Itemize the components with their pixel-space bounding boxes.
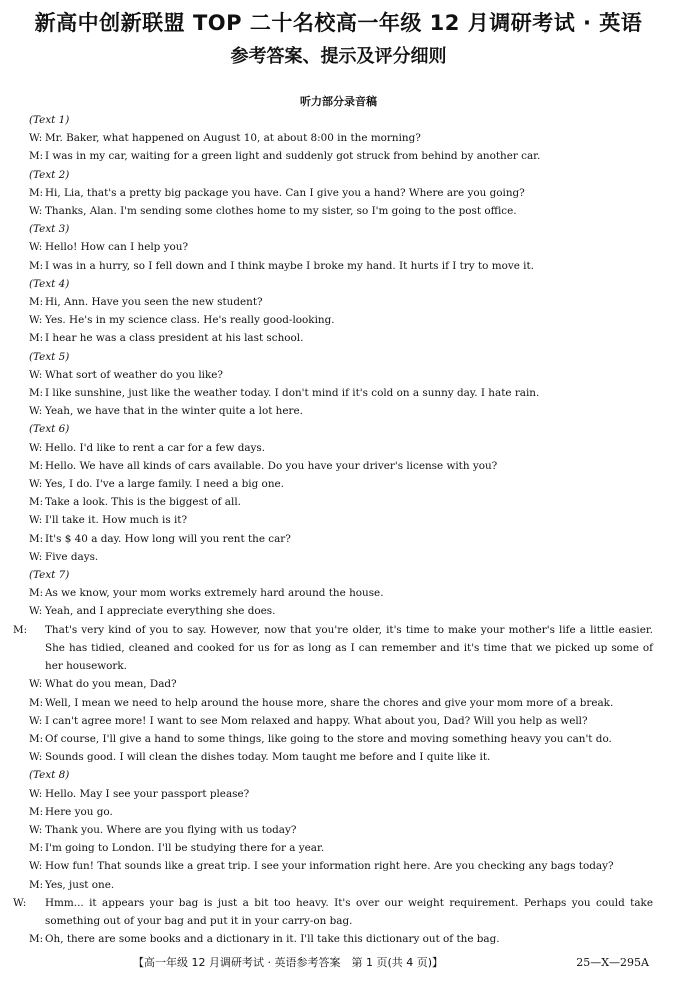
dialogue-line [29, 694, 653, 712]
dialogue-line [29, 602, 653, 620]
speaker-label: M: [29, 732, 44, 745]
transcript [13, 111, 653, 948]
speaker-label: W: [29, 751, 43, 764]
speaker-label: M: [29, 387, 44, 400]
speaker-label: M: [29, 259, 44, 272]
dialogue-line [29, 311, 653, 329]
dialogue-line [29, 821, 653, 839]
footer-exam-code: 25—X—295A [576, 956, 649, 969]
speaker-label: W: [29, 514, 43, 527]
speaker-label: M: [29, 933, 44, 946]
dialogue-line [29, 184, 653, 202]
text-label: (Text 6) [29, 423, 70, 436]
dialogue-line [29, 384, 653, 402]
dialogue-line [29, 548, 653, 566]
dialogue-line [29, 730, 653, 748]
dialogue-line [29, 930, 653, 948]
utterance-text: As we know, your mom works extremely hard around the house. [45, 587, 384, 600]
utterance-text: How fun! That sounds like a great trip. I see your information right here. Are you checking any bags today? [45, 860, 614, 873]
dialogue-line [29, 785, 653, 803]
utterance-text: Yes, just one. [45, 878, 115, 891]
utterance-text: Hi, Lia, that's a pretty big package you have. Can I give you a hand? Where are you going? [45, 186, 525, 199]
utterance-text: Yeah, we have that in the winter quite a lot here. [45, 405, 303, 418]
utterance-text: Hello! How can I help you? [45, 241, 189, 254]
speaker-label: W: [29, 605, 43, 618]
text-label: (Text 8) [29, 769, 70, 782]
dialogue-line [29, 439, 653, 457]
dialogue-line [29, 366, 653, 384]
section-title: 听力部分录音稿 [300, 95, 377, 108]
utterance-text: I can't agree more! I want to see Mom relaxed and happy. What about you, Dad? Will you help as well? [45, 714, 588, 727]
dialogue-line [29, 584, 653, 602]
dialogue-line [29, 712, 653, 730]
speaker-label: M: [29, 150, 44, 163]
utterance-text: Hi, Ann. Have you seen the new student? [45, 296, 263, 309]
utterance-text: Of course, I'll give a hand to some things, like going to the store and moving something heavy you can't do. [45, 732, 612, 745]
utterance-text: Yeah, and I appreciate everything she does. [45, 605, 276, 618]
document-title: 新高中创新联盟 TOP 二十名校高一年级 12 月调研考试 · 英语 [34, 11, 643, 35]
speaker-label: W: [29, 787, 43, 800]
speaker-label: W: [29, 241, 43, 254]
utterance-text: Take a look. This is the biggest of all. [45, 496, 241, 509]
footer-page-info: 【高一年级 12 月调研考试 · 英语参考答案 第 1 页(共 4 页)】 [133, 956, 444, 969]
dialogue-line [29, 475, 653, 493]
text-label: (Text 5) [29, 350, 70, 363]
speaker-label: M: [29, 878, 44, 891]
dialogue-line [29, 202, 653, 220]
utterance-text: Hello. We have all kinds of cars available. Do you have your driver's license with you? [45, 459, 498, 472]
speaker-label: M: [29, 805, 44, 818]
dialogue-line [29, 457, 653, 475]
utterance-text: I was in my car, waiting for a green light and suddenly got struck from behind by another car. [45, 150, 541, 163]
speaker-label: W: [29, 314, 43, 327]
speaker-label: W: [29, 441, 43, 454]
dialogue-line [13, 621, 653, 676]
page-footer [0, 954, 677, 972]
speaker-label: W: [29, 550, 43, 563]
utterance-text: Yes. He's in my science class. He's really good-looking. [45, 314, 335, 327]
dialogue-line [29, 402, 653, 420]
speaker-label: M: [29, 332, 44, 345]
text-label: (Text 7) [29, 569, 70, 582]
utterance-text: Well, I mean we need to help around the house more, share the chores and give your mom more of a break. [45, 696, 614, 709]
speaker-label: W: [29, 405, 43, 418]
speaker-label: M: [29, 459, 44, 472]
speaker-label: M: [13, 623, 28, 636]
utterance-text: What do you mean, Dad? [45, 678, 177, 691]
utterance-text: Thanks, Alan. I'm sending some clothes home to my sister, so I'm going to the post office. [45, 205, 517, 218]
utterance-text: Yes, I do. I've a large family. I need a big one. [45, 478, 284, 491]
dialogue-line [29, 857, 653, 875]
utterance-text: I'm going to London. I'll be studying there for a year. [45, 842, 325, 855]
speaker-label: W: [29, 478, 43, 491]
dialogue-line [29, 530, 653, 548]
dialogue-line [29, 839, 653, 857]
speaker-label: W: [29, 860, 43, 873]
speaker-label: W: [29, 678, 43, 691]
speaker-label: M: [29, 496, 44, 509]
utterance-text: Hmm... it appears your bag is just a bit too heavy. It's over our weight requirement. Perhaps you could take something out of your bag and put it in your carry-on bag. [45, 896, 653, 927]
text-label: (Text 2) [29, 168, 70, 181]
speaker-label: W: [29, 714, 43, 727]
utterance-text: Hello. I'd like to rent a car for a few days. [45, 441, 266, 454]
utterance-text: Sounds good. I will clean the dishes today. Mom taught me before and I quite like it. [45, 751, 491, 764]
dialogue-line [29, 147, 653, 165]
text-label: (Text 3) [29, 223, 70, 236]
dialogue-line [29, 803, 653, 821]
utterance-text: That's very kind of you to say. However, now that you're older, it's time to make your mother's life a little easier. She has tidied, cleaned and cooked for us for as long as I can remember and it's time that we picked up some of her housework. [45, 623, 653, 673]
speaker-label: M: [29, 186, 44, 199]
utterance-text: I was in a hurry, so I fell down and I think maybe I broke my hand. It hurts if I try to move it. [45, 259, 534, 272]
dialogue-line [29, 493, 653, 511]
utterance-text: I'll take it. How much is it? [45, 514, 188, 527]
dialogue-line [29, 129, 653, 147]
utterance-text: It's $ 40 a day. How long will you rent the car? [45, 532, 291, 545]
speaker-label: W: [29, 823, 43, 836]
utterance-text: Hello. May I see your passport please? [45, 787, 250, 800]
utterance-text: Mr. Baker, what happened on August 10, at about 8:00 in the morning? [45, 132, 421, 145]
speaker-label: W: [13, 896, 27, 909]
utterance-text: Five days. [45, 550, 99, 563]
speaker-label: W: [29, 368, 43, 381]
utterance-text: I hear he was a class president at his last school. [45, 332, 304, 345]
dialogue-line [29, 511, 653, 529]
utterance-text: Oh, there are some books and a dictionary in it. I'll take this dictionary out of the bag. [45, 933, 500, 946]
dialogue-line [29, 748, 653, 766]
text-label: (Text 1) [29, 114, 70, 126]
utterance-text: Here you go. [45, 805, 113, 818]
speaker-label: W: [29, 205, 43, 218]
speaker-label: M: [29, 587, 44, 600]
dialogue-line [29, 293, 653, 311]
dialogue-line [29, 675, 653, 693]
dialogue-line [29, 238, 653, 256]
document-subtitle: 参考答案、提示及评分细则 [230, 46, 447, 67]
speaker-label: M: [29, 296, 44, 309]
speaker-label: M: [29, 696, 44, 709]
speaker-label: M: [29, 842, 44, 855]
utterance-text: What sort of weather do you like? [45, 368, 224, 381]
utterance-text: I like sunshine, just like the weather today. I don't mind if it's cold on a sunny day. I hate rain. [45, 387, 540, 400]
dialogue-line [29, 876, 653, 894]
utterance-text: Thank you. Where are you flying with us today? [45, 823, 297, 836]
text-label: (Text 4) [29, 277, 70, 290]
dialogue-line [13, 894, 653, 930]
speaker-label: W: [29, 132, 43, 145]
dialogue-line [29, 257, 653, 275]
speaker-label: M: [29, 532, 44, 545]
dialogue-line [29, 329, 653, 347]
